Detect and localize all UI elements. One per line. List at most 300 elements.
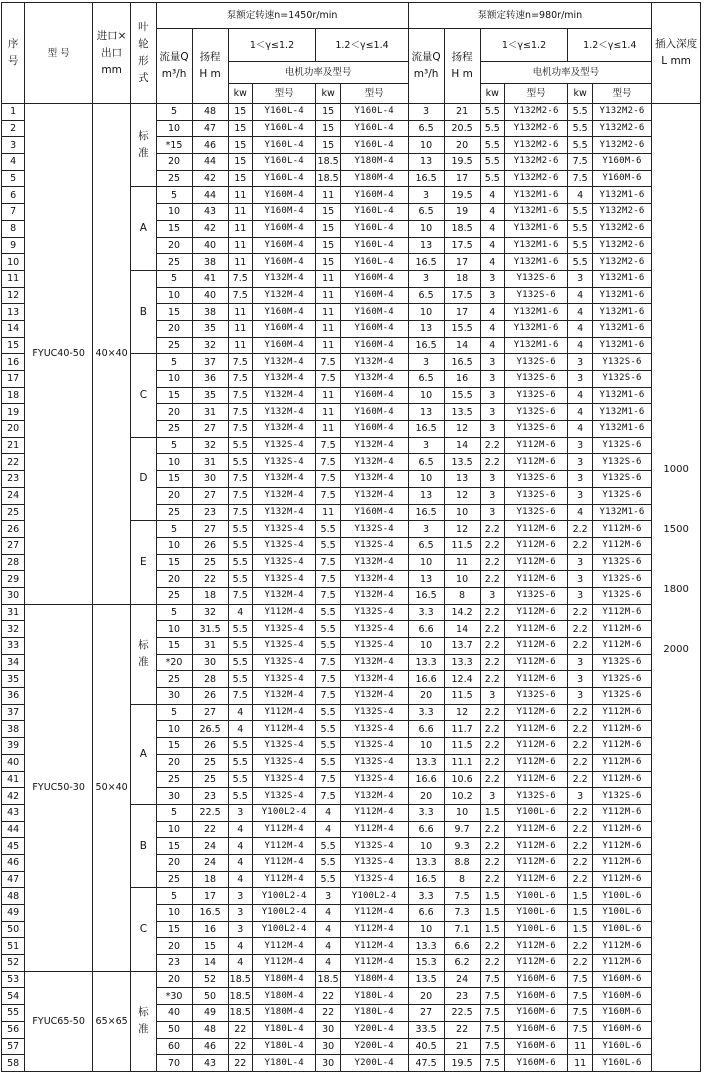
cell-type-g2-1450: Y132S-4 <box>340 704 408 721</box>
cell-type-g1-1450: Y100L2-4 <box>252 804 316 821</box>
cell-type-g1-1450: Y132S-4 <box>252 537 316 554</box>
cell-flow-1450: 25 <box>156 871 192 888</box>
cell-kw-g1-1450: 4 <box>228 838 252 855</box>
cell-kw-g1-980: 2.2 <box>480 838 504 855</box>
cell-head-1450: 43 <box>192 204 228 221</box>
cell-flow-980: 16.5 <box>408 170 444 187</box>
cell-type-g2-1450: Y132M-4 <box>340 688 408 705</box>
cell-type-g1-1450: Y132S-4 <box>252 571 316 588</box>
cell-flow-1450: 20 <box>156 237 192 254</box>
cell-flow-1450: *20 <box>156 654 192 671</box>
cell-kw-g1-1450: 5.5 <box>228 788 252 805</box>
cell-flow-980: 10 <box>408 471 444 488</box>
cell-kw-g2-980: 2.2 <box>568 704 592 721</box>
cell-type-g2-980: Y100L-6 <box>592 888 651 905</box>
cell-kw-g2-980: 1.5 <box>568 905 592 922</box>
cell-type-g2-980: Y132M1-6 <box>592 404 651 421</box>
cell-seq: 32 <box>2 621 25 638</box>
cell-type-g2-980: Y112M-6 <box>592 754 651 771</box>
cell-seq: 41 <box>2 771 25 788</box>
cell-head-1450: 24 <box>192 838 228 855</box>
cell-flow-1450: 40 <box>156 1005 192 1022</box>
cell-seq: 51 <box>2 938 25 955</box>
cell-head-1450: 27 <box>192 521 228 538</box>
cell-type-g2-1450: Y160M-4 <box>340 421 408 438</box>
cell-head-1450: 15 <box>192 938 228 955</box>
cell-type-g1-1450: Y160L-4 <box>252 104 316 121</box>
cell-type-g1-980: Y132S-6 <box>504 487 568 504</box>
cell-type-g1-980: Y112M-6 <box>504 521 568 538</box>
impeller-label: 标准 <box>138 1006 149 1036</box>
cell-type-g1-1450: Y112M-4 <box>252 721 316 738</box>
cell-type-g1-1450: Y132S-4 <box>252 638 316 655</box>
cell-kw-g2-980: 2.2 <box>568 955 592 972</box>
cell-type-g1-1450: Y132S-4 <box>252 621 316 638</box>
cell-type-g2-980: Y112M-6 <box>592 537 651 554</box>
cell-kw-g1-1450: 5.5 <box>228 454 252 471</box>
cell-type-g1-980: Y132S-6 <box>504 421 568 438</box>
cell-head-1450: 46 <box>192 137 228 154</box>
cell-kw-g2-1450: 18.5 <box>316 154 340 171</box>
cell-type-g1-980: Y132S-6 <box>504 270 568 287</box>
cell-flow-1450: 20 <box>156 571 192 588</box>
cell-type-g2-1450: Y112M-4 <box>340 938 408 955</box>
cell-kw-g1-980: 3 <box>480 688 504 705</box>
cell-model: FYUC40-50 <box>25 104 93 605</box>
cell-kw-g1-980: 2.2 <box>480 821 504 838</box>
cell-type-g1-1450: Y180M-4 <box>252 988 316 1005</box>
cell-kw-g1-1450: 4 <box>228 721 252 738</box>
cell-seq: 29 <box>2 571 25 588</box>
cell-head-1450: 22 <box>192 821 228 838</box>
cell-type-g1-1450: Y112M-4 <box>252 604 316 621</box>
cell-type-g1-980: Y112M-6 <box>504 537 568 554</box>
cell-head-1450: 25 <box>192 554 228 571</box>
cell-type-g2-980: Y112M-6 <box>592 821 651 838</box>
cell-kw-g1-980: 7.5 <box>480 1038 504 1055</box>
cell-kw-g2-980: 11 <box>568 1038 592 1055</box>
cell-flow-980: 16.5 <box>408 337 444 354</box>
cell-head-980: 8.8 <box>444 854 480 871</box>
cell-impeller <box>131 804 156 887</box>
cell-head-1450: 26.5 <box>192 721 228 738</box>
header-head-980: 扬程H m <box>444 29 480 104</box>
cell-type-g1-980: Y132S-6 <box>504 404 568 421</box>
cell-type-g2-980: Y132M1-6 <box>592 287 651 304</box>
cell-kw-g1-980: 4 <box>480 254 504 271</box>
cell-kw-g1-1450: 11 <box>228 254 252 271</box>
cell-head-1450: 26 <box>192 537 228 554</box>
cell-seq: 43 <box>2 804 25 821</box>
cell-type-g1-980: Y112M-6 <box>504 754 568 771</box>
cell-type-g2-980: Y132M1-6 <box>592 504 651 521</box>
cell-type-g1-980: Y132S-6 <box>504 587 568 604</box>
cell-kw-g1-1450: 5.5 <box>228 521 252 538</box>
cell-kw-g1-980: 7.5 <box>480 971 504 988</box>
cell-type-g2-1450: Y180M-4 <box>340 154 408 171</box>
cell-type-g1-1450: Y180M-4 <box>252 971 316 988</box>
header-gamma1-980: 1＜γ≤1.2 <box>480 29 568 62</box>
cell-type-g1-980: Y132S-6 <box>504 354 568 371</box>
cell-head-980: 11 <box>444 554 480 571</box>
cell-kw-g1-980: 3 <box>480 404 504 421</box>
cell-flow-1450: 10 <box>156 120 192 137</box>
cell-flow-1450: 10 <box>156 821 192 838</box>
cell-flow-1450: 23 <box>156 955 192 972</box>
cell-head-980: 6.6 <box>444 938 480 955</box>
cell-flow-1450: 20 <box>156 487 192 504</box>
cell-kw-g1-1450: 7.5 <box>228 421 252 438</box>
cell-flow-980: 6.5 <box>408 204 444 221</box>
cell-head-980: 8 <box>444 587 480 604</box>
cell-type-g1-1450: Y112M-4 <box>252 871 316 888</box>
header-flow-1450: 流量Q m³/h <box>156 29 192 104</box>
cell-kw-g1-1450: 5.5 <box>228 671 252 688</box>
cell-kw-g2-1450: 15 <box>316 254 340 271</box>
cell-kw-g1-1450: 4 <box>228 604 252 621</box>
cell-type-g2-1450: Y200L-4 <box>340 1021 408 1038</box>
cell-kw-g1-980: 3 <box>480 471 504 488</box>
cell-type-g2-1450: Y132M-4 <box>340 788 408 805</box>
cell-kw-g2-1450: 11 <box>316 404 340 421</box>
cell-kw-g2-1450: 11 <box>316 337 340 354</box>
cell-type-g1-980: Y100L-6 <box>504 921 568 938</box>
cell-seq: 47 <box>2 871 25 888</box>
cell-type-g1-980: Y132M1-6 <box>504 304 568 321</box>
cell-seq: 27 <box>2 537 25 554</box>
cell-head-980: 11.1 <box>444 754 480 771</box>
cell-type-g2-980: Y132M1-6 <box>592 337 651 354</box>
cell-kw-g2-980: 4 <box>568 404 592 421</box>
cell-type-g2-1450: Y132M-4 <box>340 354 408 371</box>
header-kw: kw <box>316 84 340 104</box>
cell-type-g1-1450: Y132M-4 <box>252 471 316 488</box>
cell-kw-g2-1450: 7.5 <box>316 437 340 454</box>
cell-head-980: 17 <box>444 254 480 271</box>
cell-kw-g2-980: 2.2 <box>568 838 592 855</box>
cell-flow-980: 3.3 <box>408 704 444 721</box>
cell-flow-1450: 5 <box>156 354 192 371</box>
cell-head-1450: 27 <box>192 421 228 438</box>
cell-type-g2-1450: Y112M-4 <box>340 905 408 922</box>
cell-type-g1-1450: Y132S-4 <box>252 654 316 671</box>
cell-head-980: 14 <box>444 437 480 454</box>
cell-kw-g2-1450: 5.5 <box>316 721 340 738</box>
cell-type-g2-980: Y160M-6 <box>592 971 651 988</box>
cell-flow-980: 6.6 <box>408 621 444 638</box>
cell-head-980: 8 <box>444 871 480 888</box>
cell-type-g2-1450: Y132M-4 <box>340 671 408 688</box>
cell-kw-g2-1450: 5.5 <box>316 537 340 554</box>
cell-kw-g2-980: 5.5 <box>568 104 592 121</box>
cell-head-980: 11.7 <box>444 721 480 738</box>
cell-head-980: 22 <box>444 1021 480 1038</box>
cell-kw-g1-1450: 3 <box>228 921 252 938</box>
cell-type-g2-980: Y112M-6 <box>592 854 651 871</box>
cell-type-g1-980: Y132M1-6 <box>504 237 568 254</box>
cell-impeller <box>131 704 156 804</box>
cell-flow-1450: 20 <box>156 320 192 337</box>
cell-type-g1-980: Y112M-6 <box>504 771 568 788</box>
cell-type-g2-980: Y112M-6 <box>592 721 651 738</box>
header-motor-1450: 电机功率及型号 <box>228 62 408 84</box>
cell-kw-g2-1450: 22 <box>316 988 340 1005</box>
cell-kw-g2-1450: 15 <box>316 220 340 237</box>
cell-kw-g1-980: 7.5 <box>480 1021 504 1038</box>
cell-type-g2-980: Y160M-6 <box>592 170 651 187</box>
cell-kw-g1-980: 7.5 <box>480 1055 504 1072</box>
cell-seq: 35 <box>2 671 25 688</box>
cell-kw-g1-980: 2.2 <box>480 537 504 554</box>
cell-kw-g2-980: 3 <box>568 688 592 705</box>
cell-type-g2-980: Y132M2-6 <box>592 120 651 137</box>
cell-type-g2-980: Y132S-6 <box>592 487 651 504</box>
cell-seq: 45 <box>2 838 25 855</box>
cell-type-g1-980: Y132S-6 <box>504 688 568 705</box>
cell-head-980: 10.2 <box>444 788 480 805</box>
cell-impeller <box>131 187 156 270</box>
cell-head-980: 7.3 <box>444 905 480 922</box>
cell-flow-1450: 15 <box>156 838 192 855</box>
cell-head-980: 16.5 <box>444 354 480 371</box>
cell-type-g1-980: Y112M-6 <box>504 871 568 888</box>
cell-type-g1-980: Y112M-6 <box>504 654 568 671</box>
cell-type-g2-1450: Y180M-4 <box>340 170 408 187</box>
cell-head-1450: 25 <box>192 771 228 788</box>
cell-kw-g1-1450: 7.5 <box>228 354 252 371</box>
cell-type-g1-1450: Y132S-4 <box>252 437 316 454</box>
cell-kw-g2-980: 7.5 <box>568 971 592 988</box>
cell-kw-g1-980: 5.5 <box>480 120 504 137</box>
cell-type-g2-1450: Y132S-4 <box>340 638 408 655</box>
cell-flow-1450: 25 <box>156 254 192 271</box>
cell-type-g2-1450: Y180L-4 <box>340 1005 408 1022</box>
cell-seq: 40 <box>2 754 25 771</box>
cell-head-980: 10 <box>444 504 480 521</box>
cell-kw-g1-1450: 4 <box>228 871 252 888</box>
cell-flow-980: 6.6 <box>408 821 444 838</box>
cell-type-g1-1450: Y160M-4 <box>252 254 316 271</box>
cell-kw-g1-1450: 3 <box>228 804 252 821</box>
cell-kw-g1-1450: 5.5 <box>228 638 252 655</box>
cell-type-g1-1450: Y180M-4 <box>252 1005 316 1022</box>
cell-flow-1450: 30 <box>156 788 192 805</box>
cell-kw-g2-980: 3 <box>568 788 592 805</box>
cell-type-g1-980: Y112M-6 <box>504 955 568 972</box>
cell-head-1450: 44 <box>192 187 228 204</box>
cell-type-g2-980: Y132M1-6 <box>592 270 651 287</box>
cell-flow-980: 3 <box>408 104 444 121</box>
cell-head-980: 19.5 <box>444 1055 480 1072</box>
cell-kw-g1-980: 4 <box>480 204 504 221</box>
cell-head-1450: 48 <box>192 1021 228 1038</box>
cell-type-g2-980: Y132M1-6 <box>592 304 651 321</box>
cell-kw-g1-980: 2.2 <box>480 671 504 688</box>
cell-type-g2-980: Y132S-6 <box>592 688 651 705</box>
cell-kw-g1-980: 3 <box>480 504 504 521</box>
cell-flow-1450: *15 <box>156 137 192 154</box>
header-model: 型 号 <box>25 3 93 104</box>
cell-type-g2-980: Y132S-6 <box>592 587 651 604</box>
cell-type-g2-980: Y112M-6 <box>592 604 651 621</box>
impeller-label: A <box>139 222 147 235</box>
cell-type-g2-980: Y132S-6 <box>592 371 651 388</box>
cell-type-g1-980: Y112M-6 <box>504 721 568 738</box>
cell-head-980: 20 <box>444 137 480 154</box>
cell-insert-depth <box>652 104 701 1072</box>
cell-flow-980: 6.6 <box>408 721 444 738</box>
cell-type-g1-980: Y160M-6 <box>504 988 568 1005</box>
cell-flow-1450: 5 <box>156 270 192 287</box>
cell-head-1450: 52 <box>192 971 228 988</box>
cell-kw-g1-1450: 15 <box>228 137 252 154</box>
cell-kw-g1-980: 4 <box>480 220 504 237</box>
cell-kw-g1-980: 5.5 <box>480 170 504 187</box>
cell-head-1450: 17 <box>192 888 228 905</box>
cell-flow-980: 16.5 <box>408 587 444 604</box>
cell-kw-g2-980: 3 <box>568 554 592 571</box>
cell-kw-g2-980: 4 <box>568 421 592 438</box>
cell-kw-g1-980: 4 <box>480 337 504 354</box>
cell-kw-g2-1450: 15 <box>316 120 340 137</box>
cell-kw-g2-1450: 4 <box>316 955 340 972</box>
cell-flow-980: 13 <box>408 487 444 504</box>
cell-flow-1450: 25 <box>156 170 192 187</box>
cell-head-1450: 31 <box>192 404 228 421</box>
cell-seq: 38 <box>2 721 25 738</box>
cell-kw-g2-980: 2.2 <box>568 821 592 838</box>
cell-type-g1-1450: Y132M-4 <box>252 371 316 388</box>
cell-kw-g2-980: 3 <box>568 571 592 588</box>
cell-type-g2-980: Y112M-6 <box>592 621 651 638</box>
cell-type-g1-1450: Y160M-4 <box>252 237 316 254</box>
cell-kw-g1-1450: 11 <box>228 320 252 337</box>
cell-kw-g1-980: 2.2 <box>480 738 504 755</box>
cell-type-g2-980: Y160M-6 <box>592 154 651 171</box>
cell-kw-g1-980: 1.5 <box>480 921 504 938</box>
cell-head-1450: 30 <box>192 654 228 671</box>
cell-type-g2-980: Y112M-6 <box>592 955 651 972</box>
cell-type-g1-980: Y112M-6 <box>504 671 568 688</box>
insert-depth-value: 1500 <box>663 524 689 535</box>
cell-kw-g2-1450: 5.5 <box>316 871 340 888</box>
cell-flow-980: 13.3 <box>408 654 444 671</box>
cell-kw-g1-980: 2.2 <box>480 654 504 671</box>
cell-flow-1450: 25 <box>156 337 192 354</box>
cell-type-g1-1450: Y132M-4 <box>252 587 316 604</box>
cell-kw-g1-1450: 4 <box>228 704 252 721</box>
cell-kw-g2-1450: 5.5 <box>316 704 340 721</box>
cell-kw-g1-1450: 7.5 <box>228 404 252 421</box>
cell-kw-g2-1450: 11 <box>316 304 340 321</box>
cell-flow-980: 13.3 <box>408 754 444 771</box>
cell-kw-g1-980: 3 <box>480 287 504 304</box>
cell-flow-1450: 50 <box>156 1021 192 1038</box>
cell-kw-g1-1450: 4 <box>228 955 252 972</box>
cell-kw-g1-980: 2.2 <box>480 938 504 955</box>
cell-type-g2-1450: Y132M-4 <box>340 371 408 388</box>
cell-head-980: 12 <box>444 704 480 721</box>
cell-flow-1450: 5 <box>156 604 192 621</box>
cell-type-g2-980: Y112M-6 <box>592 838 651 855</box>
cell-kw-g1-980: 1.5 <box>480 804 504 821</box>
cell-seq: 21 <box>2 437 25 454</box>
cell-head-1450: 31 <box>192 454 228 471</box>
cell-head-1450: 26 <box>192 688 228 705</box>
cell-flow-1450: 10 <box>156 371 192 388</box>
cell-flow-980: 20 <box>408 688 444 705</box>
cell-type-g1-980: Y132M2-6 <box>504 104 568 121</box>
cell-kw-g2-1450: 7.5 <box>316 354 340 371</box>
cell-flow-980: 13 <box>408 571 444 588</box>
cell-head-1450: 38 <box>192 254 228 271</box>
cell-type-g2-980: Y112M-6 <box>592 638 651 655</box>
cell-kw-g2-1450: 15 <box>316 137 340 154</box>
cell-type-g1-1450: Y132M-4 <box>252 404 316 421</box>
cell-type-g2-980: Y132S-6 <box>592 471 651 488</box>
cell-flow-980: 3 <box>408 354 444 371</box>
cell-kw-g1-1450: 7.5 <box>228 471 252 488</box>
cell-type-g1-1450: Y112M-4 <box>252 938 316 955</box>
cell-model: FYUC65-50 <box>25 971 93 1071</box>
cell-head-1450: 42 <box>192 170 228 187</box>
cell-kw-g2-1450: 11 <box>316 187 340 204</box>
cell-flow-980: 3 <box>408 521 444 538</box>
cell-type-g2-980: Y112M-6 <box>592 521 651 538</box>
cell-type-g2-980: Y132S-6 <box>592 437 651 454</box>
cell-type-g2-1450: Y132S-4 <box>340 738 408 755</box>
cell-head-1450: 22 <box>192 571 228 588</box>
cell-type-g2-1450: Y180L-4 <box>340 988 408 1005</box>
cell-type-g2-980: Y160L-6 <box>592 1038 651 1055</box>
cell-head-1450: 31.5 <box>192 621 228 638</box>
cell-head-980: 19.5 <box>444 187 480 204</box>
cell-flow-1450: 15 <box>156 554 192 571</box>
cell-kw-g1-1450: 15 <box>228 120 252 137</box>
cell-type-g2-1450: Y160M-4 <box>340 404 408 421</box>
cell-type-g1-980: Y132M1-6 <box>504 204 568 221</box>
cell-type-g1-980: Y112M-6 <box>504 437 568 454</box>
cell-type-g2-1450: Y200L-4 <box>340 1038 408 1055</box>
header-motor-980: 电机功率及型号 <box>480 62 652 84</box>
cell-kw-g1-980: 4 <box>480 237 504 254</box>
cell-type-g1-1450: Y180L-4 <box>252 1055 316 1072</box>
cell-kw-g2-1450: 5.5 <box>316 838 340 855</box>
cell-kw-g2-980: 3 <box>568 487 592 504</box>
cell-type-g2-980: Y132S-6 <box>592 571 651 588</box>
cell-type-g1-1450: Y132M-4 <box>252 287 316 304</box>
cell-type-g1-980: Y112M-6 <box>504 854 568 871</box>
cell-head-1450: 43 <box>192 1055 228 1072</box>
cell-seq: 9 <box>2 237 25 254</box>
cell-kw-g1-980: 3 <box>480 587 504 604</box>
header-flow-980: 流量Q m³/h <box>408 29 444 104</box>
cell-kw-g2-980: 7.5 <box>568 1021 592 1038</box>
cell-type-g2-1450: Y112M-4 <box>340 955 408 972</box>
cell-type-g2-1450: Y132S-4 <box>340 621 408 638</box>
cell-type-g1-1450: Y132S-4 <box>252 554 316 571</box>
cell-seq: 11 <box>2 270 25 287</box>
cell-flow-1450: 25 <box>156 504 192 521</box>
cell-kw-g2-980: 3 <box>568 371 592 388</box>
cell-flow-980: 10 <box>408 220 444 237</box>
header-motor-type: 型号 <box>592 84 651 104</box>
cell-seq: 39 <box>2 738 25 755</box>
cell-kw-g2-980: 3 <box>568 654 592 671</box>
cell-kw-g2-1450: 11 <box>316 270 340 287</box>
cell-flow-980: 16.6 <box>408 671 444 688</box>
cell-kw-g1-1450: 4 <box>228 854 252 871</box>
